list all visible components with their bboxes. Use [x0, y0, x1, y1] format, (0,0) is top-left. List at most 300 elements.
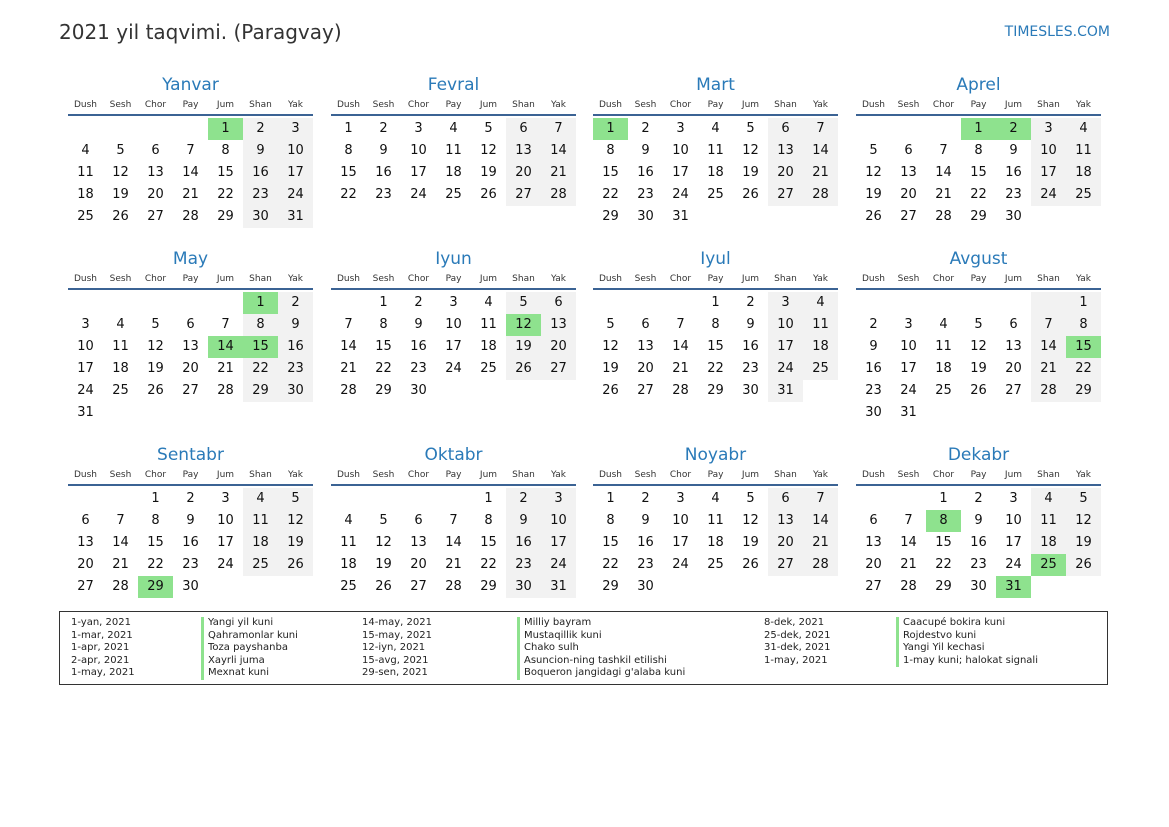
month-dekabr: [856, 444, 1101, 598]
day-cell: 26: [865, 209, 882, 224]
empty-cell: [401, 488, 436, 510]
day-grid: [856, 118, 1101, 228]
day-cell: 14: [541, 140, 576, 162]
day-cell: 5: [278, 488, 313, 510]
day-grid: [331, 118, 576, 206]
month-name: Yanvar: [162, 75, 219, 95]
day-cell: 15: [935, 535, 952, 550]
day-cell: 28: [182, 209, 199, 224]
weekday-label: Pay: [182, 274, 199, 284]
day-cell: 3: [904, 317, 913, 332]
day-grid: [331, 292, 576, 402]
day-cell: 25: [1066, 184, 1101, 206]
day-cell: 4: [939, 317, 948, 332]
day-cell: 7: [541, 118, 576, 140]
day-cell: 13: [147, 165, 164, 180]
day-cell: 6: [541, 292, 576, 314]
day-cell: 10: [1005, 513, 1022, 528]
weekday-label: Shan: [774, 470, 797, 480]
day-cell: 25: [77, 209, 94, 224]
day-cell: 12: [278, 510, 313, 532]
holiday-name: Xayrli juma: [201, 655, 298, 668]
day-cell: 24: [1005, 557, 1022, 572]
day-cell: 24: [217, 557, 234, 572]
day-cell: 12: [375, 535, 392, 550]
day-cell: 16: [742, 339, 759, 354]
day-cell: 27: [865, 579, 882, 594]
day-cell: 12: [602, 339, 619, 354]
day-cell: 29: [217, 209, 234, 224]
day-cell: 7: [221, 317, 230, 332]
weekday-label: Yak: [288, 274, 303, 284]
day-cell: 21: [672, 361, 689, 376]
weekday-label: Dush: [73, 470, 98, 480]
weekday-label: Jum: [741, 274, 760, 284]
day-cell: 26: [1066, 554, 1101, 576]
weekday-label: Sesh: [634, 274, 657, 284]
day-cell: 1: [606, 491, 615, 506]
day-cell: 4: [711, 121, 720, 136]
day-cell: 9: [278, 314, 313, 336]
weekday-label: Sesh: [634, 470, 657, 480]
empty-cell: [278, 402, 313, 424]
weekday-label: Sesh: [372, 470, 395, 480]
empty-cell: [103, 402, 138, 424]
day-cell: 15: [340, 165, 357, 180]
day-cell: 29: [1066, 380, 1101, 402]
day-cell: 27: [410, 579, 427, 594]
day-cell: 10: [445, 317, 462, 332]
day-cell: 3: [1031, 118, 1066, 140]
weekday-header: [68, 98, 313, 116]
day-cell: 2: [869, 317, 878, 332]
day-cell: 31: [768, 380, 803, 402]
day-cell: 17: [672, 535, 689, 550]
empty-cell: [996, 292, 1031, 314]
day-cell: 3: [676, 491, 685, 506]
empty-cell: [856, 488, 891, 510]
day-cell: 22: [970, 187, 987, 202]
day-cell: 13: [182, 339, 199, 354]
day-cell: 12: [742, 143, 759, 158]
empty-cell: [331, 292, 366, 314]
holiday-name: Yangi Yil kechasi: [896, 642, 1038, 655]
month-name: Aprel: [956, 75, 1001, 95]
weekday-label: Yak: [551, 470, 566, 480]
month-oktabr: [331, 444, 576, 598]
day-cell: 16: [637, 165, 654, 180]
day-cell: 11: [480, 317, 497, 332]
day-cell: 8: [606, 143, 615, 158]
day-cell: 4: [81, 143, 90, 158]
day-cell: 28: [803, 184, 838, 206]
day-cell: 12: [112, 165, 129, 180]
day-cell: 25: [243, 554, 278, 576]
day-cell: 17: [672, 165, 689, 180]
day-cell: 1: [593, 118, 628, 140]
holiday-date: 25-dek, 2021: [764, 629, 831, 641]
day-cell: 2: [243, 118, 278, 140]
day-cell: 8: [221, 143, 230, 158]
day-cell: 24: [541, 554, 576, 576]
day-cell: 27: [182, 383, 199, 398]
empty-cell: [768, 206, 803, 228]
day-cell: 5: [116, 143, 125, 158]
day-cell: 9: [243, 140, 278, 162]
weekday-label: Jum: [1004, 100, 1023, 110]
day-cell: 16: [182, 535, 199, 550]
day-cell: 8: [974, 143, 983, 158]
day-cell: 6: [81, 513, 90, 528]
day-cell: 23: [970, 557, 987, 572]
empty-cell: [138, 292, 173, 314]
empty-cell: [1066, 576, 1101, 598]
day-cell: 23: [506, 554, 541, 576]
day-cell: 19: [865, 187, 882, 202]
day-cell: 15: [970, 165, 987, 180]
day-cell: 20: [768, 162, 803, 184]
day-cell: 1: [961, 118, 996, 140]
day-cell: 29: [138, 576, 173, 598]
empty-cell: [803, 380, 838, 402]
weekday-label: Pay: [445, 470, 462, 480]
day-cell: 20: [865, 557, 882, 572]
weekday-label: Pay: [707, 274, 724, 284]
day-cell: 12: [865, 165, 882, 180]
day-cell: 3: [278, 118, 313, 140]
day-cell: 20: [147, 187, 164, 202]
day-cell: 26: [480, 187, 497, 202]
day-cell: 22: [243, 358, 278, 380]
empty-cell: [208, 576, 243, 598]
day-cell: 15: [602, 535, 619, 550]
day-cell: 29: [602, 579, 619, 594]
day-cell: 18: [707, 165, 724, 180]
weekday-label: Dush: [861, 274, 886, 284]
day-cell: 8: [1066, 314, 1101, 336]
day-cell: 18: [480, 339, 497, 354]
day-cell: 25: [803, 358, 838, 380]
day-cell: 2: [974, 491, 983, 506]
day-cell: 30: [742, 383, 759, 398]
weekday-label: Chor: [407, 274, 430, 284]
weekday-label: Yak: [288, 470, 303, 480]
day-cell: 11: [243, 510, 278, 532]
legend-dates-col-1: [71, 617, 135, 680]
day-cell: 18: [935, 361, 952, 376]
empty-cell: [961, 402, 996, 424]
weekday-label: Jum: [1004, 274, 1023, 284]
empty-cell: [803, 206, 838, 228]
month-name: Fevral: [427, 75, 480, 95]
day-cell: 9: [414, 317, 423, 332]
day-cell: 29: [970, 209, 987, 224]
day-cell: 17: [445, 339, 462, 354]
holiday-date: 31-dek, 2021: [764, 642, 831, 654]
empty-cell: [663, 576, 698, 598]
weekday-label: Jum: [216, 100, 235, 110]
day-cell: 19: [112, 187, 129, 202]
month-name: Avgust: [949, 249, 1008, 269]
day-cell: 26: [375, 579, 392, 594]
day-grid: [331, 488, 576, 598]
day-cell: 31: [541, 576, 576, 598]
weekday-label: Pay: [445, 274, 462, 284]
day-cell: 10: [1031, 140, 1066, 162]
day-cell: 27: [147, 209, 164, 224]
day-cell: 29: [935, 579, 952, 594]
day-cell: 16: [970, 535, 987, 550]
day-cell: 22: [1066, 358, 1101, 380]
day-cell: 11: [77, 165, 94, 180]
day-cell: 30: [410, 383, 427, 398]
day-cell: 12: [1066, 510, 1101, 532]
day-cell: 3: [676, 121, 685, 136]
day-cell: 31: [996, 576, 1031, 598]
day-cell: 23: [637, 187, 654, 202]
weekday-label: Dush: [861, 100, 886, 110]
day-cell: 1: [939, 491, 948, 506]
day-cell: 30: [278, 380, 313, 402]
day-cell: 3: [541, 488, 576, 510]
empty-cell: [698, 576, 733, 598]
day-cell: 6: [1009, 317, 1018, 332]
holiday-name: Asuncion-ning tashkil etilishi: [517, 655, 685, 668]
day-cell: 1: [711, 295, 720, 310]
day-cell: 28: [1031, 380, 1066, 402]
site-link[interactable]: TIMESLES.COM: [1004, 24, 1110, 40]
weekday-label: Chor: [932, 470, 955, 480]
weekday-label: Chor: [144, 470, 167, 480]
day-cell: 10: [672, 513, 689, 528]
day-cell: 14: [803, 510, 838, 532]
day-cell: 18: [707, 535, 724, 550]
day-cell: 12: [506, 314, 541, 336]
day-cell: 27: [900, 209, 917, 224]
day-cell: 22: [707, 361, 724, 376]
weekday-label: Chor: [144, 274, 167, 284]
day-cell: 9: [379, 143, 388, 158]
day-grid: [856, 488, 1101, 598]
day-cell: 9: [746, 317, 755, 332]
day-cell: 2: [506, 488, 541, 510]
weekday-label: Yak: [813, 274, 828, 284]
weekday-label: Jum: [479, 274, 498, 284]
day-cell: 26: [970, 383, 987, 398]
weekday-label: Chor: [669, 274, 692, 284]
day-cell: 2: [379, 121, 388, 136]
empty-cell: [856, 292, 891, 314]
weekday-label: Sesh: [372, 100, 395, 110]
day-cell: 9: [506, 510, 541, 532]
holiday-date: 2-apr, 2021: [71, 654, 130, 666]
day-cell: 20: [768, 532, 803, 554]
empty-cell: [663, 292, 698, 314]
empty-cell: [541, 380, 576, 402]
empty-cell: [926, 292, 961, 314]
month-yanvar: [68, 74, 313, 228]
day-cell: 11: [340, 535, 357, 550]
month-mart: [593, 74, 838, 228]
day-cell: 24: [77, 383, 94, 398]
day-cell: 11: [803, 314, 838, 336]
day-cell: 7: [904, 513, 913, 528]
empty-cell: [891, 488, 926, 510]
weekday-label: Sesh: [897, 274, 920, 284]
day-cell: 7: [186, 143, 195, 158]
month-name: Iyul: [700, 249, 731, 269]
weekday-header: [68, 468, 313, 486]
weekday-label: Pay: [182, 470, 199, 480]
holiday-name: Yangi yil kuni: [201, 617, 298, 630]
day-cell: 7: [939, 143, 948, 158]
weekday-header: [856, 468, 1101, 486]
day-cell: 12: [970, 339, 987, 354]
empty-cell: [436, 488, 471, 510]
empty-cell: [891, 292, 926, 314]
day-cell: 28: [340, 383, 357, 398]
day-cell: 2: [278, 292, 313, 314]
holiday-date: 1-yan, 2021: [71, 617, 131, 628]
day-cell: 25: [935, 383, 952, 398]
day-cell: 17: [1031, 162, 1066, 184]
day-cell: 15: [480, 535, 497, 550]
weekday-label: Chor: [669, 470, 692, 480]
empty-cell: [1031, 292, 1066, 314]
day-cell: 20: [1005, 361, 1022, 376]
day-cell: 24: [410, 187, 427, 202]
day-cell: 17: [1005, 535, 1022, 550]
weekday-label: Chor: [932, 100, 955, 110]
day-cell: 26: [602, 383, 619, 398]
holiday-name: Qahramonlar kuni: [201, 630, 298, 643]
day-cell: 25: [340, 579, 357, 594]
empty-cell: [436, 380, 471, 402]
weekday-label: Sesh: [109, 100, 132, 110]
weekday-label: Sesh: [372, 274, 395, 284]
empty-cell: [243, 576, 278, 598]
day-cell: 25: [1031, 554, 1066, 576]
empty-cell: [1031, 576, 1066, 598]
day-cell: 28: [935, 209, 952, 224]
weekday-label: Shan: [774, 274, 797, 284]
day-cell: 22: [602, 187, 619, 202]
day-cell: 15: [602, 165, 619, 180]
day-cell: 1: [1066, 292, 1101, 314]
weekday-header: [593, 468, 838, 486]
day-cell: 29: [243, 380, 278, 402]
day-cell: 24: [445, 361, 462, 376]
day-cell: 10: [541, 510, 576, 532]
month-name: Oktabr: [424, 445, 483, 465]
weekday-label: Yak: [813, 100, 828, 110]
weekday-label: Shan: [774, 100, 797, 110]
day-cell: 8: [926, 510, 961, 532]
day-cell: 31: [672, 209, 689, 224]
day-cell: 11: [112, 339, 129, 354]
day-cell: 8: [484, 513, 493, 528]
day-cell: 2: [996, 118, 1031, 140]
day-cell: 1: [379, 295, 388, 310]
empty-cell: [733, 576, 768, 598]
empty-cell: [1031, 206, 1066, 228]
empty-cell: [138, 118, 173, 140]
day-cell: 17: [278, 162, 313, 184]
day-cell: 26: [278, 554, 313, 576]
day-cell: 19: [1066, 532, 1101, 554]
day-cell: 16: [410, 339, 427, 354]
day-cell: 13: [900, 165, 917, 180]
day-cell: 28: [672, 383, 689, 398]
empty-cell: [138, 402, 173, 424]
day-cell: 19: [375, 557, 392, 572]
day-cell: 19: [602, 361, 619, 376]
day-cell: 23: [375, 187, 392, 202]
day-cell: 1: [151, 491, 160, 506]
day-cell: 18: [243, 532, 278, 554]
day-cell: 11: [935, 339, 952, 354]
weekday-label: Jum: [479, 100, 498, 110]
day-cell: 23: [637, 557, 654, 572]
month-aprel: [856, 74, 1101, 228]
day-cell: 30: [865, 405, 882, 420]
weekday-label: Dush: [73, 100, 98, 110]
day-cell: 24: [1031, 184, 1066, 206]
legend-dates-col-3: [764, 617, 830, 667]
weekday-label: Chor: [407, 100, 430, 110]
day-cell: 21: [182, 187, 199, 202]
day-cell: 19: [506, 336, 541, 358]
month-name: Iyun: [435, 249, 472, 269]
day-cell: 17: [900, 361, 917, 376]
day-cell: 26: [506, 358, 541, 380]
day-cell: 18: [1066, 162, 1101, 184]
day-cell: 5: [506, 292, 541, 314]
day-cell: 24: [900, 383, 917, 398]
weekday-label: Yak: [288, 100, 303, 110]
day-cell: 19: [742, 535, 759, 550]
empty-cell: [768, 576, 803, 598]
weekday-label: Jum: [741, 100, 760, 110]
empty-cell: [803, 576, 838, 598]
day-cell: 27: [541, 358, 576, 380]
weekday-label: Chor: [407, 470, 430, 480]
weekday-label: Jum: [216, 470, 235, 480]
day-cell: 30: [637, 579, 654, 594]
day-cell: 6: [151, 143, 160, 158]
day-cell: 31: [900, 405, 917, 420]
day-cell: 19: [970, 361, 987, 376]
weekday-label: Shan: [512, 274, 535, 284]
month-avgust: [856, 248, 1101, 424]
day-cell: 23: [278, 358, 313, 380]
day-cell: 9: [641, 513, 650, 528]
day-cell: 3: [414, 121, 423, 136]
day-cell: 17: [217, 535, 234, 550]
day-cell: 6: [414, 513, 423, 528]
day-cell: 11: [445, 143, 462, 158]
day-cell: 20: [182, 361, 199, 376]
day-cell: 28: [803, 554, 838, 576]
day-cell: 25: [707, 557, 724, 572]
weekday-label: Chor: [669, 100, 692, 110]
weekday-label: Shan: [249, 274, 272, 284]
holiday-name: Mexnat kuni: [201, 667, 298, 680]
holiday-date: 1-apr, 2021: [71, 642, 130, 654]
day-cell: 2: [641, 121, 650, 136]
day-cell: 22: [217, 187, 234, 202]
day-cell: 4: [1031, 488, 1066, 510]
